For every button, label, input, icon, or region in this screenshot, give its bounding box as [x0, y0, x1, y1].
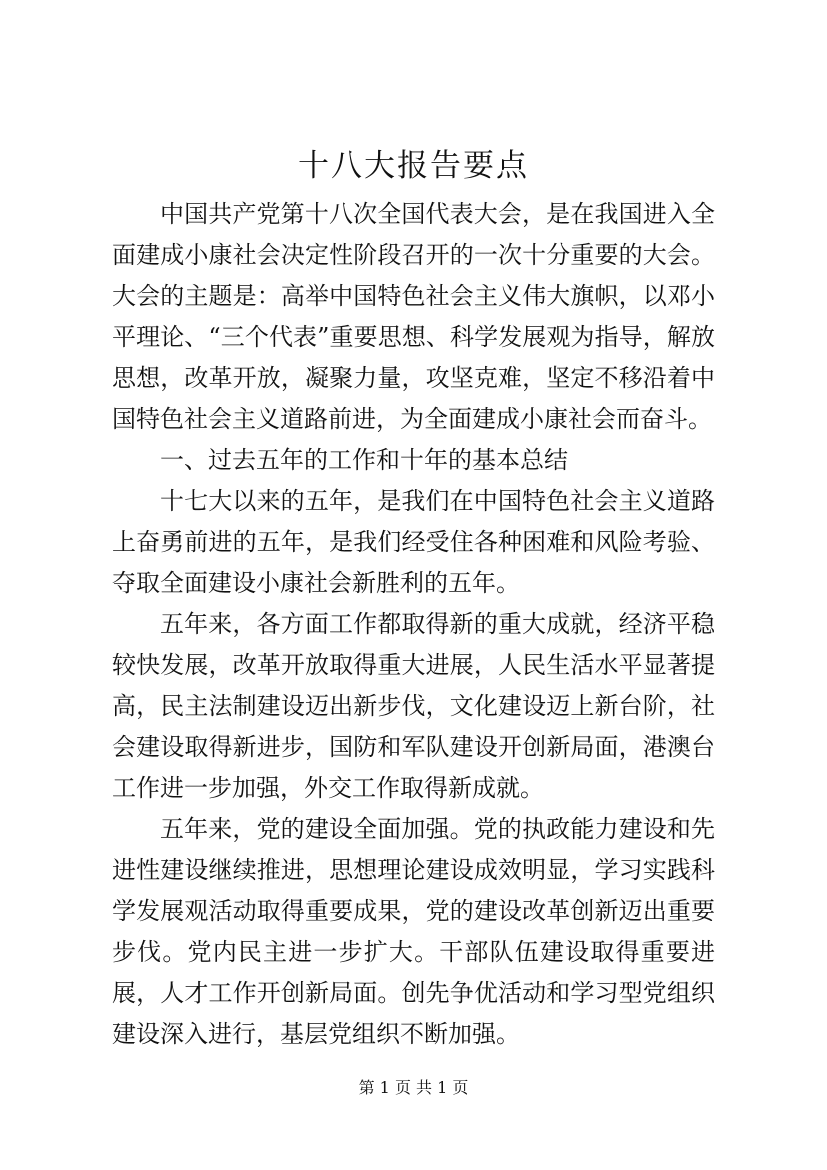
page-number-footer: 第 1 页 共 1 页	[358, 1078, 469, 1097]
paragraph-intro: 中国共产党第十八次全国代表大会，是在我国进入全面建成小康社会决定性阶段召开的一次十分重要的大会。大会的主题是：高举中国特色社会主义伟大旗帜，以邓小平理论、“三个代表”重要思想、科学发展观为指导，解放思想，改革开放，凝聚力量，攻坚克难，坚定不移沿着中国特色社会主义道路前进，为全面建成小康社会而奋斗。	[112, 200, 715, 433]
section-heading-1: 一、过去五年的工作和十年的基本总结	[160, 446, 568, 474]
document-title: 十八大报告要点	[298, 148, 529, 184]
paragraph-five-years: 十七大以来的五年，是我们在中国特色社会主义道路上奋勇前进的五年，是我们经受住各种困难和风险考验、夺取全面建设小康社会新胜利的五年。	[112, 487, 715, 597]
paragraph-achievements: 五年来，各方面工作都取得新的重大成就，经济平稳较快发展，改革开放取得重大进展，人民生活水平显著提高，民主法制建设迈出新步伐，文化建设迈上新台阶，社会建设取得新进步，国防和军队建设开创新局面，港澳台工作进一步加强，外交工作取得新成就。	[112, 610, 715, 802]
document-body	[112, 194, 715, 1055]
paragraph-party-building: 五年来，党的建设全面加强。党的执政能力建设和先进性建设继续推进，思想理论建设成效明显，学习实践科学发展观活动取得重要成果，党的建设改革创新迈出重要步伐。党内民主进一步扩大。干部队伍建设取得重要进展，人才工作开创新局面。创先争优活动和学习型党组织建设深入进行，基层党组织不断加强。	[112, 815, 715, 1048]
